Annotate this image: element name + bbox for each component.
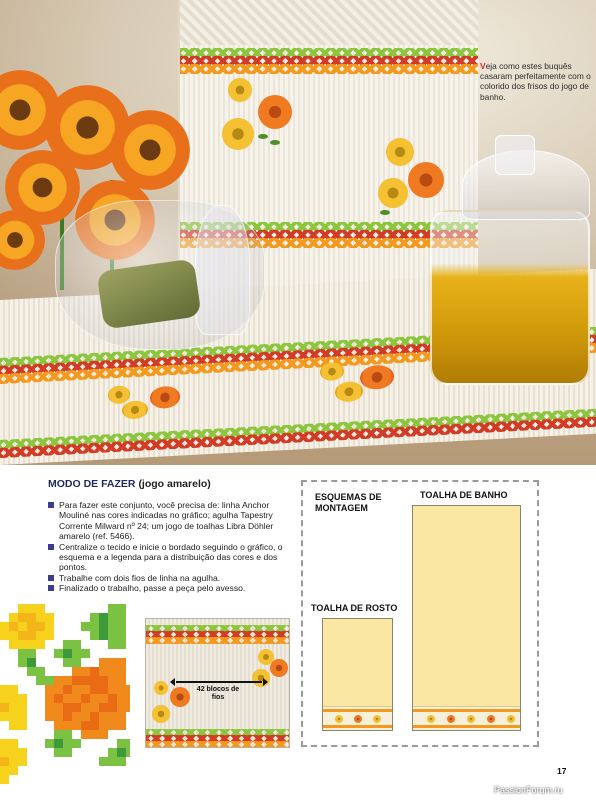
chart-stitch [108,622,117,631]
chart-stitch [72,694,81,703]
chart-stitch [18,604,27,613]
chart-stitch [0,775,9,784]
chart-stitch [117,676,126,685]
chart-stitch [45,676,54,685]
chart-stitch [27,604,36,613]
measure-arrow [176,681,262,683]
chart-stitch [36,604,45,613]
chart-stitch [108,676,117,685]
chart-stitch [18,649,27,658]
chart-stitch [81,730,90,739]
chart-stitch [72,640,81,649]
chart-stitch [36,631,45,640]
chart-stitch [99,631,108,640]
schematic-title: ESQUEMAS DE MONTAGEM [315,492,382,513]
chart-stitch [9,766,18,775]
chart-stitch [54,730,63,739]
chart-stitch [18,748,27,757]
chart-stitch [27,631,36,640]
chart-stitch [81,649,90,658]
chart-stitch [63,712,72,721]
chart-stitch [54,649,63,658]
chart-stitch [81,712,90,721]
chart-stitch [81,694,90,703]
chart-stitch [18,703,27,712]
chart-stitch [108,721,117,730]
chart-stitch [99,667,108,676]
chart-stitch [117,604,126,613]
chart-stitch [36,613,45,622]
chart-stitch [9,757,18,766]
instruction-item: Centralize o tecido e inicie o bordado seguindo o gráfico, o esquema e a legenda para a distribuição das cores e dos pontos. [48,542,293,573]
chart-stitch [99,757,108,766]
chart-stitch [63,694,72,703]
chart-stitch [9,748,18,757]
chart-stitch [99,712,108,721]
chart-stitch [108,694,117,703]
chart-stitch [72,649,81,658]
chart-stitch [108,613,117,622]
chart-stitch [9,640,18,649]
chart-stitch [117,757,126,766]
page-number: 17 [557,766,567,776]
chart-stitch [9,685,18,694]
chart-stitch [117,667,126,676]
chart-stitch [108,604,117,613]
chart-stitch [9,613,18,622]
chart-stitch [99,658,108,667]
chart-stitch [108,757,117,766]
hand-towel-diagram [322,618,393,731]
chart-stitch [0,631,9,640]
chart-stitch [18,658,27,667]
bath-towel-label: TOALHA DE BANHO [420,490,508,500]
chart-stitch [36,676,45,685]
chart-stitch [63,730,72,739]
chart-stitch [27,658,36,667]
chart-stitch [9,721,18,730]
chart-stitch [45,712,54,721]
chart-stitch [63,640,72,649]
dispenser-pump [495,135,535,175]
chart-stitch [99,622,108,631]
chart-stitch [45,622,54,631]
chart-stitch [9,703,18,712]
chart-stitch [9,622,18,631]
chart-stitch [0,712,9,721]
chart-stitch [0,622,9,631]
chart-stitch [117,748,126,757]
chart-stitch [117,703,126,712]
instruction-list [48,500,293,594]
chart-stitch [27,613,36,622]
chart-stitch [45,613,54,622]
chart-stitch [63,685,72,694]
chart-stitch [117,658,126,667]
chart-stitch [63,748,72,757]
chart-stitch [90,721,99,730]
chart-stitch [27,649,36,658]
chart-stitch [72,676,81,685]
chart-stitch [54,703,63,712]
chart-stitch [36,667,45,676]
chart-stitch [54,712,63,721]
chart-stitch [117,613,126,622]
chart-stitch [81,703,90,712]
chart-stitch [0,757,9,766]
chart-stitch [54,694,63,703]
chart-stitch [72,721,81,730]
chart-stitch [108,748,117,757]
glass-swan-neck [195,205,250,335]
chart-stitch [126,703,130,712]
chart-stitch [90,730,99,739]
chart-stitch [99,676,108,685]
chart-stitch [36,622,45,631]
chart-stitch [0,685,9,694]
chart-stitch [63,703,72,712]
soap-dispenser [430,210,590,385]
chart-stitch [99,685,108,694]
chart-stitch [54,685,63,694]
chart-stitch [18,712,27,721]
chart-stitch [99,694,108,703]
chart-stitch [117,721,126,730]
chart-stitch [90,667,99,676]
watermark: PassionForum.ru [494,785,563,795]
chart-stitch [126,739,130,748]
hand-towel-label: TOALHA DE ROSTO [311,603,398,613]
chart-stitch [18,622,27,631]
measure-label: 42 blocos de fios [196,686,240,701]
section-subheading: (jogo amarelo) [138,478,211,490]
chart-stitch [90,631,99,640]
chart-stitch [63,676,72,685]
chart-stitch [99,703,108,712]
chart-stitch [18,631,27,640]
chart-stitch [81,667,90,676]
chart-stitch [117,640,126,649]
chart-stitch [45,631,54,640]
caption-text: eja como estes buquês casaram perfeitamente com o colorido dos frisos do jogo de banho. [480,61,591,102]
chart-stitch [90,613,99,622]
cross-stitch-chart [0,604,130,800]
chart-stitch [63,649,72,658]
chart-stitch [27,640,36,649]
chart-stitch [108,631,117,640]
chart-stitch [72,703,81,712]
chart-stitch [117,694,126,703]
section-title [48,478,211,490]
chart-stitch [90,712,99,721]
chart-stitch [9,739,18,748]
chart-stitch [126,694,130,703]
chart-stitch [18,721,27,730]
chart-stitch [117,631,126,640]
chart-stitch [27,667,36,676]
chart-stitch [27,622,36,631]
chart-stitch [108,667,117,676]
chart-stitch [72,712,81,721]
photo-caption [480,61,592,102]
chart-stitch [81,721,90,730]
chart-stitch [117,622,126,631]
chart-stitch [108,703,117,712]
chart-stitch [72,685,81,694]
chart-stitch [45,739,54,748]
instruction-item: Para fazer este conjunto, você precisa de: linha Anchor Mouliné nas cores indicadas no gráfico; agulha Tapestry Corrente Milward nº 24; um jogo de toalhas Libra Döhler amarelo (ref. 5466). [48,500,293,542]
chart-stitch [90,694,99,703]
chart-stitch [18,694,27,703]
chart-stitch [9,631,18,640]
chart-stitch [108,685,117,694]
chart-stitch [108,712,117,721]
chart-stitch [90,703,99,712]
instruction-item: Finalizado o trabalho, passe a peça pelo avesso. [48,583,293,593]
chart-stitch [0,703,9,712]
chart-stitch [0,748,9,757]
chart-stitch [54,748,63,757]
chart-stitch [72,667,81,676]
caption-drop-letter: V [480,61,486,71]
chart-stitch [63,721,72,730]
chart-stitch [54,721,63,730]
chart-stitch [99,730,108,739]
chart-stitch [72,739,81,748]
instruction-item: Trabalhe com dois fios de linha na agulha. [48,573,293,583]
chart-stitch [45,703,54,712]
chart-stitch [90,622,99,631]
chart-stitch [0,694,9,703]
chart-stitch [117,685,126,694]
chart-stitch [36,640,45,649]
chart-stitch [18,613,27,622]
chart-stitch [81,685,90,694]
chart-stitch [126,685,130,694]
chart-stitch [9,694,18,703]
chart-stitch [99,721,108,730]
detail-photo [145,618,290,748]
chart-stitch [18,757,27,766]
chart-stitch [81,676,90,685]
chart-stitch [108,640,117,649]
chart-stitch [0,739,9,748]
chart-stitch [117,712,126,721]
chart-stitch [63,739,72,748]
chart-stitch [0,766,9,775]
chart-stitch [90,676,99,685]
chart-stitch [108,658,117,667]
bath-towel-diagram [412,505,521,731]
chart-stitch [18,640,27,649]
section-heading: MODO DE FAZER [48,478,136,490]
chart-stitch [9,712,18,721]
chart-stitch [72,658,81,667]
chart-stitch [54,739,63,748]
chart-stitch [99,613,108,622]
chart-stitch [90,685,99,694]
chart-stitch [45,685,54,694]
chart-stitch [63,658,72,667]
chart-stitch [54,676,63,685]
chart-stitch [81,622,90,631]
chart-stitch [126,748,130,757]
chart-stitch [117,739,126,748]
chart-stitch [45,694,54,703]
